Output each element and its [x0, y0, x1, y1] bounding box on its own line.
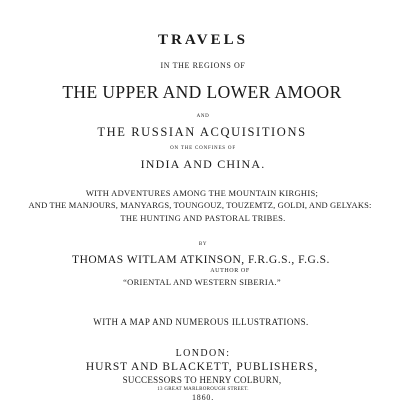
publication-year: 1860. [192, 393, 214, 402]
publisher-address: 13 GREAT MARLBOROUGH STREET. [157, 387, 249, 392]
russian-acquisitions: THE RUSSIAN ACQUISITIONS [97, 125, 307, 139]
author-of-label: AUTHOR OF [210, 268, 250, 274]
on-the-confines-of: ON THE CONFINES OF [170, 146, 236, 151]
and-connector: AND [196, 114, 210, 119]
adventures-line-3: THE HUNTING AND PASTORAL TRIBES. [120, 213, 286, 223]
adventures-line-1: WITH ADVENTURES AMONG THE MOUNTAIN KIRGHIS; [85, 188, 319, 198]
by-label: BY [198, 242, 208, 247]
india-and-china: INDIA AND CHINA. [140, 157, 266, 171]
in-the-regions-of: IN THE REGIONS OF [160, 61, 246, 70]
illustrations-note: WITH A MAP AND NUMEROUS ILLUSTRATIONS. [93, 317, 309, 327]
main-title: THE UPPER AND LOWER AMOOR [62, 82, 342, 102]
adventures-line-2: AND THE MANJOURS, MANYARGS, TOUNGOUZ, TOUZEMTZ, GOLDI, AND GELYAKS: [28, 200, 372, 210]
publisher-name: HURST AND BLACKETT, PUBLISHERS, [85, 361, 319, 373]
author-name: THOMAS WITLAM ATKINSON, F.R.G.S., F.G.S. [72, 254, 330, 266]
publication-city: LONDON: [175, 348, 231, 359]
prior-work-title: “ORIENTAL AND WESTERN SIBERIA.” [123, 277, 281, 287]
publisher-successors: SUCCESSORS TO HENRY COLBURN, [122, 375, 282, 385]
book-title-travels: TRAVELS [158, 32, 248, 48]
